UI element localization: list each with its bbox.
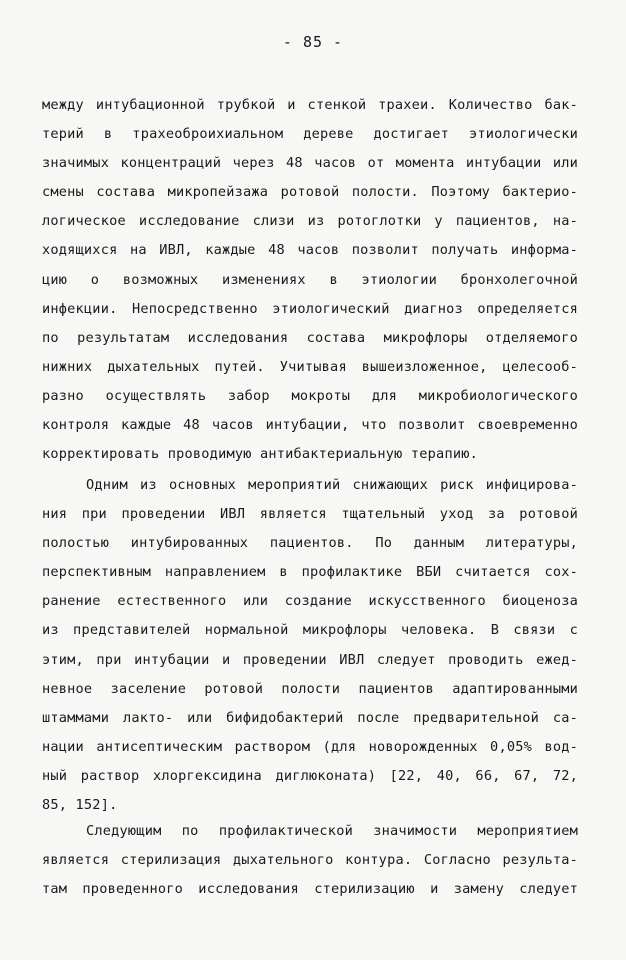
text-line: корректировать проводимую антибактериальную терапию. (42, 446, 478, 463)
text-line: Следующим по профилактической значимости мероприятием (86, 823, 578, 839)
text-line: значимых концентраций через 48 часов от момента интубации или (42, 155, 578, 172)
text-line: цию о возможных изменениях в этиологии бронхолегочной (42, 271, 578, 288)
text-line: невное заселение ротовой полости пациентов адаптированными (42, 680, 578, 697)
text-line: полостью интубированных пациентов. По данным литературы, (42, 535, 578, 552)
page-number: - 85 - (282, 33, 344, 51)
text-line: перспективным направлением в профилактике ВБИ считается сох- (42, 564, 578, 581)
text-line: Одним из основных мероприятий снижающих риск инфицирова- (86, 477, 578, 493)
text-line: из представителей нормальной микрофлоры человека. В связи с (42, 622, 578, 639)
text-line: ранение естественного или создание искусственного биоценоза (42, 593, 578, 610)
text-line: по результатам исследования состава микрофлоры отделяемого (42, 329, 578, 346)
text-line: там проведенного исследования стерилизацию и замену следует (42, 881, 578, 898)
text-line: штаммами лакто- или бифидобактерий после предварительной са- (42, 709, 578, 726)
text-line: нижних дыхательных путей. Учитывая вышеизложенное, целесооб- (42, 358, 578, 375)
text-line: ный раствор хлоргексидина диглюконата) [22, 40, 66, 67, 72, (42, 767, 578, 784)
text-line: является стерилизация дыхательного контура. Согласно результа- (42, 852, 578, 869)
text-line: нации антисептическим раствором (для новорожденных 0,05% вод- (42, 738, 578, 755)
text-line: смены состава микропейзажа ротовой полости. Поэтому бактерио- (42, 184, 578, 201)
paragraph-2 (42, 471, 578, 820)
text-line: инфекции. Непосредственно этиологический диагноз определяется (42, 300, 578, 317)
text-line: разно осуществлять забор мокроты для микробиологического (42, 387, 578, 404)
paragraph-3 (42, 817, 578, 904)
text-line: логическое исследование слизи из ротоглотки у пациентов, на- (42, 213, 578, 230)
text-line: между интубационной трубкой и стенкой трахеи. Количество бак- (42, 97, 578, 113)
text-line: 85, 152]. (42, 797, 118, 814)
text-line: контроля каждые 48 часов интубации, что позволит своевременно (42, 417, 578, 434)
text-line: терий в трахеоброихиальном дереве достигает этиологически (42, 126, 578, 143)
text-line: ходящихся на ИВЛ, каждые 48 часов позволит получать информа- (42, 242, 578, 259)
text-line: этим, при интубации и проведении ИВЛ следует проводить ежед- (42, 651, 578, 668)
text-line: ния при проведении ИВЛ является тщательный уход за ротовой (42, 506, 578, 523)
paragraph-1 (42, 91, 578, 469)
